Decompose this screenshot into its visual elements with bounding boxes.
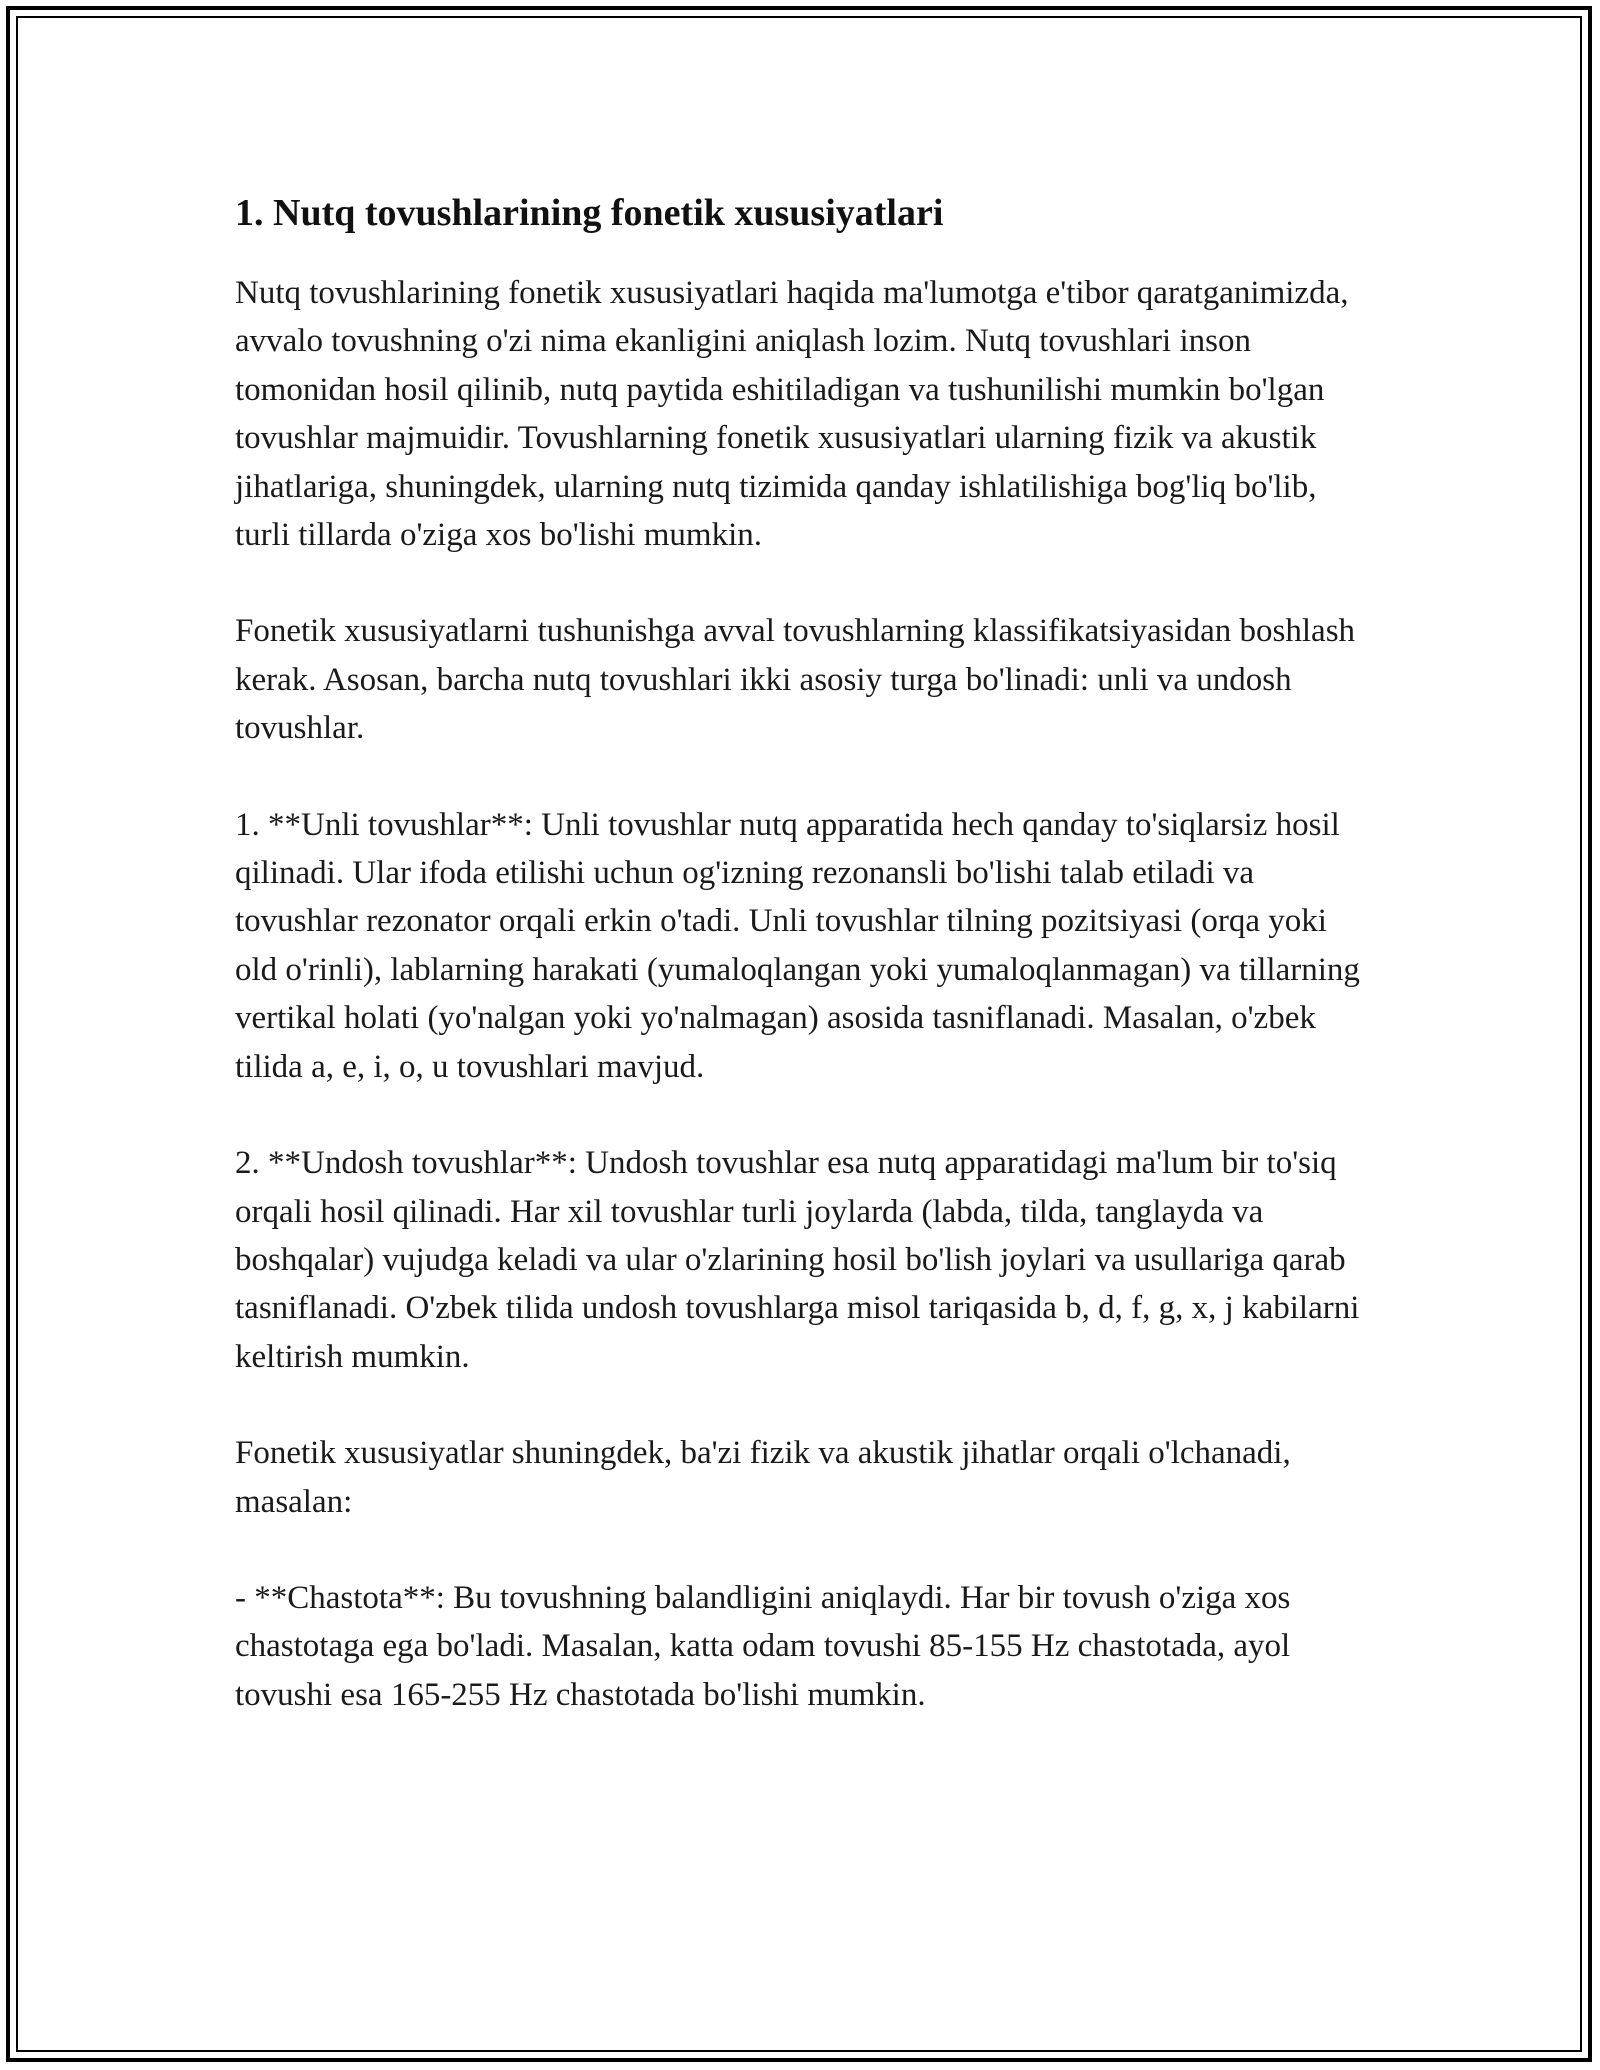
- paragraph-consonants: 2. **Undosh tovushlar**: Undosh tovushlar esa nutq apparatidagi ma'lum bir to'siq orqali hosil qilinadi. Har xil tovushlar turli joylarda (labda, tilda, tanglayda va boshqalar) vujudga keladi va ular o'zlarining hosil bo'lish joylari va usullariga qarab tasniflanadi. O'zbek tilida undosh tovushlarga misol tariqasida b, d, f, g, x, j kabilarni keltirish mumkin.: [235, 1145, 1360, 1375]
- paragraph-frequency: - **Chastota**: Bu tovushning balandligini aniqlaydi. Har bir tovush o'ziga xos chastotaga ega bo'ladi. Masalan, katta odam tovushi 85-155 Hz chastotada, ayol tovushi esa 165-255 Hz chastotada bo'lishi mumkin.: [235, 1579, 1291, 1713]
- paragraph-intro: Nutq tovushlarining fonetik xususiyatlari haqida ma'lumotga e'tibor qaratganimizda, avvalo tovushning o'zi nima ekanligini aniqlash lozim. Nutq tovushlari inson tomonidan hosil qilinib, nutq paytida eshitiladigan va tushunilishi mumkin bo'lgan tovushlar majmuidir. Tovushlarning fonetik xususiyatlari ularning fizik va akustik jihatlariga, shuningdek, ularning nutq tizimida qanday ishlatilishiga bog'liq bo'lib, turli tillarda o'ziga xos bo'lishi mumkin.: [235, 275, 1349, 554]
- section-heading: 1. Nutq tovushlarining fonetik xususiyatlari: [235, 192, 944, 234]
- paragraph-vowels: 1. **Unli tovushlar**: Unli tovushlar nutq apparatida hech qanday to'siqlarsiz hosil qilinadi. Ular ifoda etilishi uchun og'izning rezonansli bo'lishi talab etiladi va tovushlar rezonator orqali erkin o'tadi. Unli tovushlar tilning pozitsiyasi (orqa yoki old o'rinli), lablarning harakati (yumaloqlangan yoki yumaloqlanmagan) va tillarning vertikal holati (yo'nalgan yoki yo'nalmagan) asosida tasniflanadi. Masalan, o'zbek tilida a, e, i, o, u tovushlari mavjud.: [235, 806, 1360, 1085]
- paragraph-measurements: Fonetik xususiyatlar shuningdek, ba'zi fizik va akustik jihatlar orqali o'lchanadi, masalan:: [235, 1435, 1291, 1520]
- document-body: [235, 186, 1365, 1767]
- paragraph-classification: Fonetik xususiyatlarni tushunishga avval tovushlarning klassifikatsiyasidan boshlash kerak. Asosan, barcha nutq tovushlari ikki asosiy turga bo'linadi: unli va undosh tovushlar.: [235, 613, 1356, 747]
